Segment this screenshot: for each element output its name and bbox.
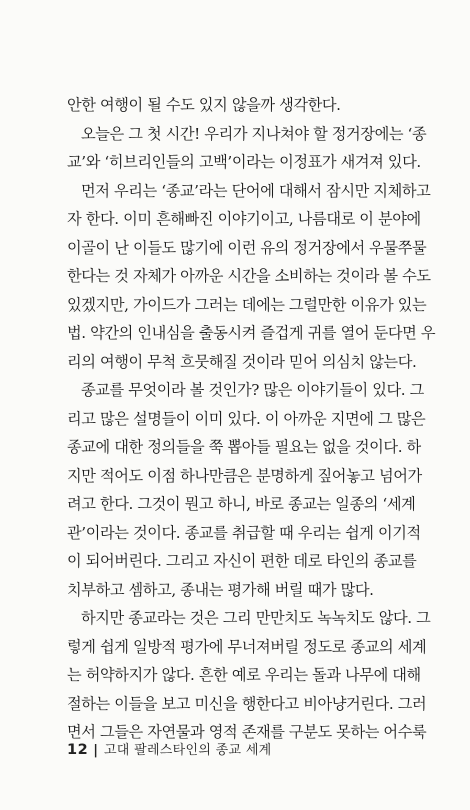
text-line: 면서 그들은 자연물과 영적 존재를 구분도 못하는 어수룩 <box>67 723 427 741</box>
running-title: 고대 팔레스타인의 종교 세계 <box>103 743 272 758</box>
page-number: 12 <box>67 742 89 758</box>
text-line: 종교에 대한 정의들을 쭉 뽑아들 필요는 없을 것이다. 하 <box>67 438 421 456</box>
text-line: 관’이라는 것이다. 종교를 취급할 때 우리는 쉽게 이기적 <box>67 523 421 542</box>
text-line: 법. 약간의 인내심을 출동시켜 즐겁게 귀를 열어 둔다면 우 <box>67 324 436 342</box>
text-line: 이골이 난 이들도 많기에 이런 유의 정거장에서 우물쭈물 <box>67 238 427 257</box>
page-footer <box>67 739 272 758</box>
text-line: 교’와 ‘히브리인들의 고백’이라는 이정표가 새겨져 있다. <box>67 153 421 171</box>
text-line: 종교를 무엇이라 볼 것인가? 많은 이야기들이 있다. 그 <box>81 381 424 399</box>
footer-separator: | <box>93 743 98 758</box>
text-line: 치부하고 셈하고, 종내는 평가해 버릴 때가 많다. <box>67 580 374 599</box>
text-line: 먼저 우리는 ‘종교’라는 단어에 대해서 잠시만 지체하고 <box>81 181 431 200</box>
text-line: 렇게 쉽게 일방적 평가에 무너져버릴 정도로 종교의 세계 <box>67 637 427 656</box>
text-line: 한다는 것 자체가 아까운 시간을 소비하는 것이라 볼 수도 <box>67 267 431 285</box>
text-line: 절하는 이들을 보고 미신을 행한다고 비아냥거린다. 그러 <box>67 694 427 713</box>
text-line: 있겠지만, 가이드가 그러는 데에는 그럴만한 이유가 있는 <box>67 295 427 314</box>
text-line: 하지만 종교라는 것은 그리 만만치도 녹녹치도 않다. 그 <box>81 609 431 627</box>
text-line: 지만 적어도 이점 하나만큼은 분명하게 짚어놓고 넘어가 <box>67 466 422 485</box>
text-line: 리의 여행이 무척 흐뭇해질 것이라 믿어 의심치 않는다. <box>67 352 417 371</box>
text-line: 오늘은 그 첫 시간! 우리가 지나쳐야 할 정거장에는 ‘종 <box>81 124 427 143</box>
body-text <box>67 91 436 747</box>
text-line: 안한 여행이 될 수도 있지 않을까 생각한다. <box>67 96 341 114</box>
text-line: 자 한다. 이미 흔해빠진 이야기이고, 나름대로 이 분야에 <box>67 210 421 228</box>
text-line: 이 되어버린다. 그리고 자신이 편한 데로 타인의 종교를 <box>67 552 417 570</box>
text-line: 리고 많은 설명들이 이미 있다. 이 아까운 지면에 그 많은 <box>67 409 426 428</box>
text-line: 려고 한다. 그것이 뭔고 하니, 바로 종교는 일종의 ‘세계 <box>67 495 416 513</box>
text-line: 는 허약하지가 않다. 흔한 예로 우리는 돌과 나무에 대해 <box>67 666 421 684</box>
